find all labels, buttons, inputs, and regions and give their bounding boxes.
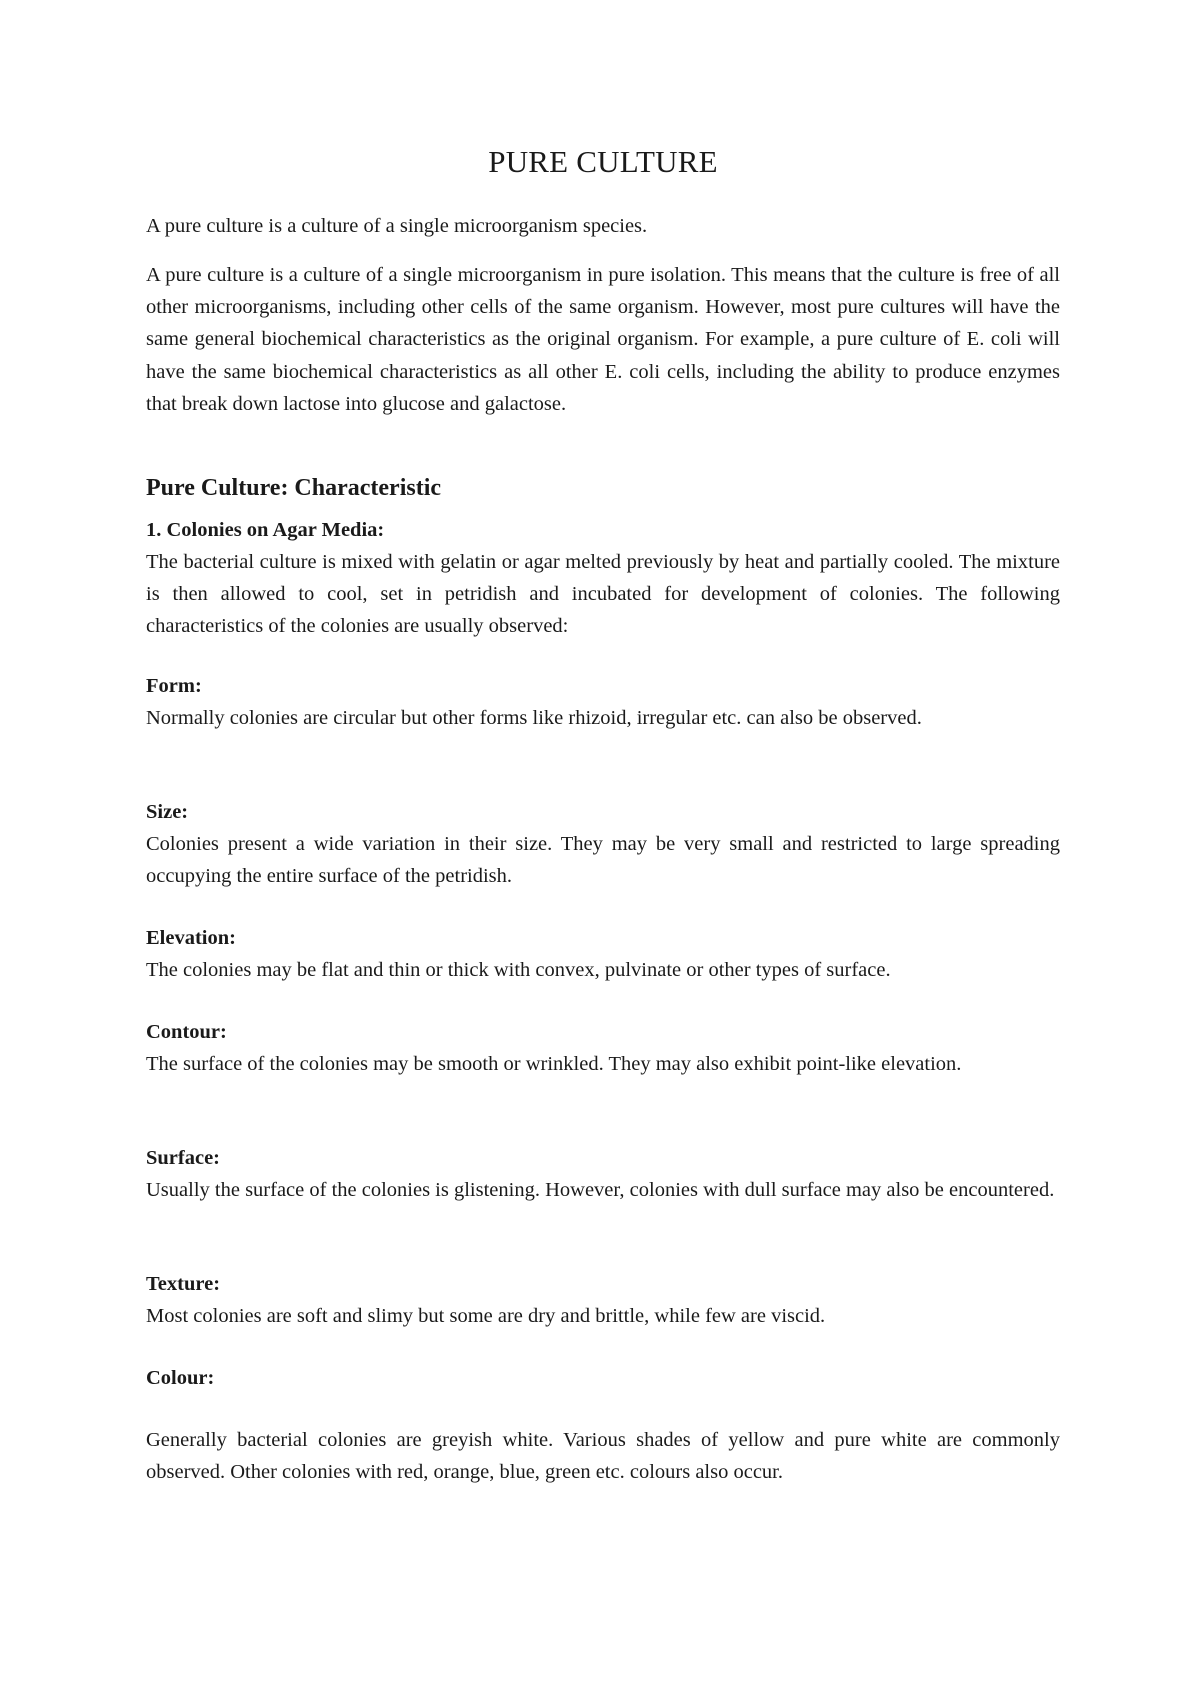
label-contour: Contour: bbox=[146, 1021, 227, 1043]
text-contour: The surface of the colonies may be smooth or wrinkled. They may also exhibit point-like elevation. bbox=[146, 1053, 962, 1075]
intro-definition: A pure culture is a culture of a single microorganism species. bbox=[146, 215, 648, 237]
text-form: Normally colonies are circular but other forms like rhizoid, irregular etc. can also be observed. bbox=[146, 707, 922, 729]
text-size: Colonies present a wide variation in their size. They may be very small and restricted to large spreading occupying the entire surface of the petridish. bbox=[146, 833, 1060, 887]
text-texture: Most colonies are soft and slimy but some are dry and brittle, while few are viscid. bbox=[146, 1305, 826, 1327]
subheading-colonies-agar: 1. Colonies on Agar Media: bbox=[146, 519, 385, 541]
text-surface: Usually the surface of the colonies is glistening. However, colonies with dull surface may also be encountered. bbox=[146, 1179, 1055, 1201]
colonies-description: The bacterial culture is mixed with gelatin or agar melted previously by heat and partially cooled. The mixture is then allowed to cool, set in petridish and incubated for development of colonies. The following characteristics of the colonies are usually observed: bbox=[146, 551, 1060, 637]
text-colour: Generally bacterial colonies are greyish white. Various shades of yellow and pure white are commonly observed. Other colonies with red, orange, blue, green etc. colours also occur. bbox=[146, 1429, 1060, 1483]
label-surface: Surface: bbox=[146, 1147, 221, 1169]
label-form: Form: bbox=[146, 675, 202, 697]
label-size: Size: bbox=[146, 801, 189, 823]
label-colour: Colour: bbox=[146, 1367, 215, 1389]
text-elevation: The colonies may be flat and thin or thick with convex, pulvinate or other types of surface. bbox=[146, 959, 891, 981]
page-title: PURE CULTURE bbox=[488, 144, 718, 179]
label-texture: Texture: bbox=[146, 1273, 221, 1295]
label-elevation: Elevation: bbox=[146, 927, 236, 949]
section-heading-characteristic: Pure Culture: Characteristic bbox=[146, 475, 442, 501]
intro-paragraph: A pure culture is a culture of a single microorganism in pure isolation. This means that the culture is free of all other microorganisms, including other cells of the same organism. However, most pure cultures will have the same general biochemical characteristics as the original organism. For example, a pure culture of E. coli will have the same biochemical characteristics as all other E. coli cells, including the ability to produce enzymes that break down lactose into glucose and galactose. bbox=[146, 264, 1060, 415]
